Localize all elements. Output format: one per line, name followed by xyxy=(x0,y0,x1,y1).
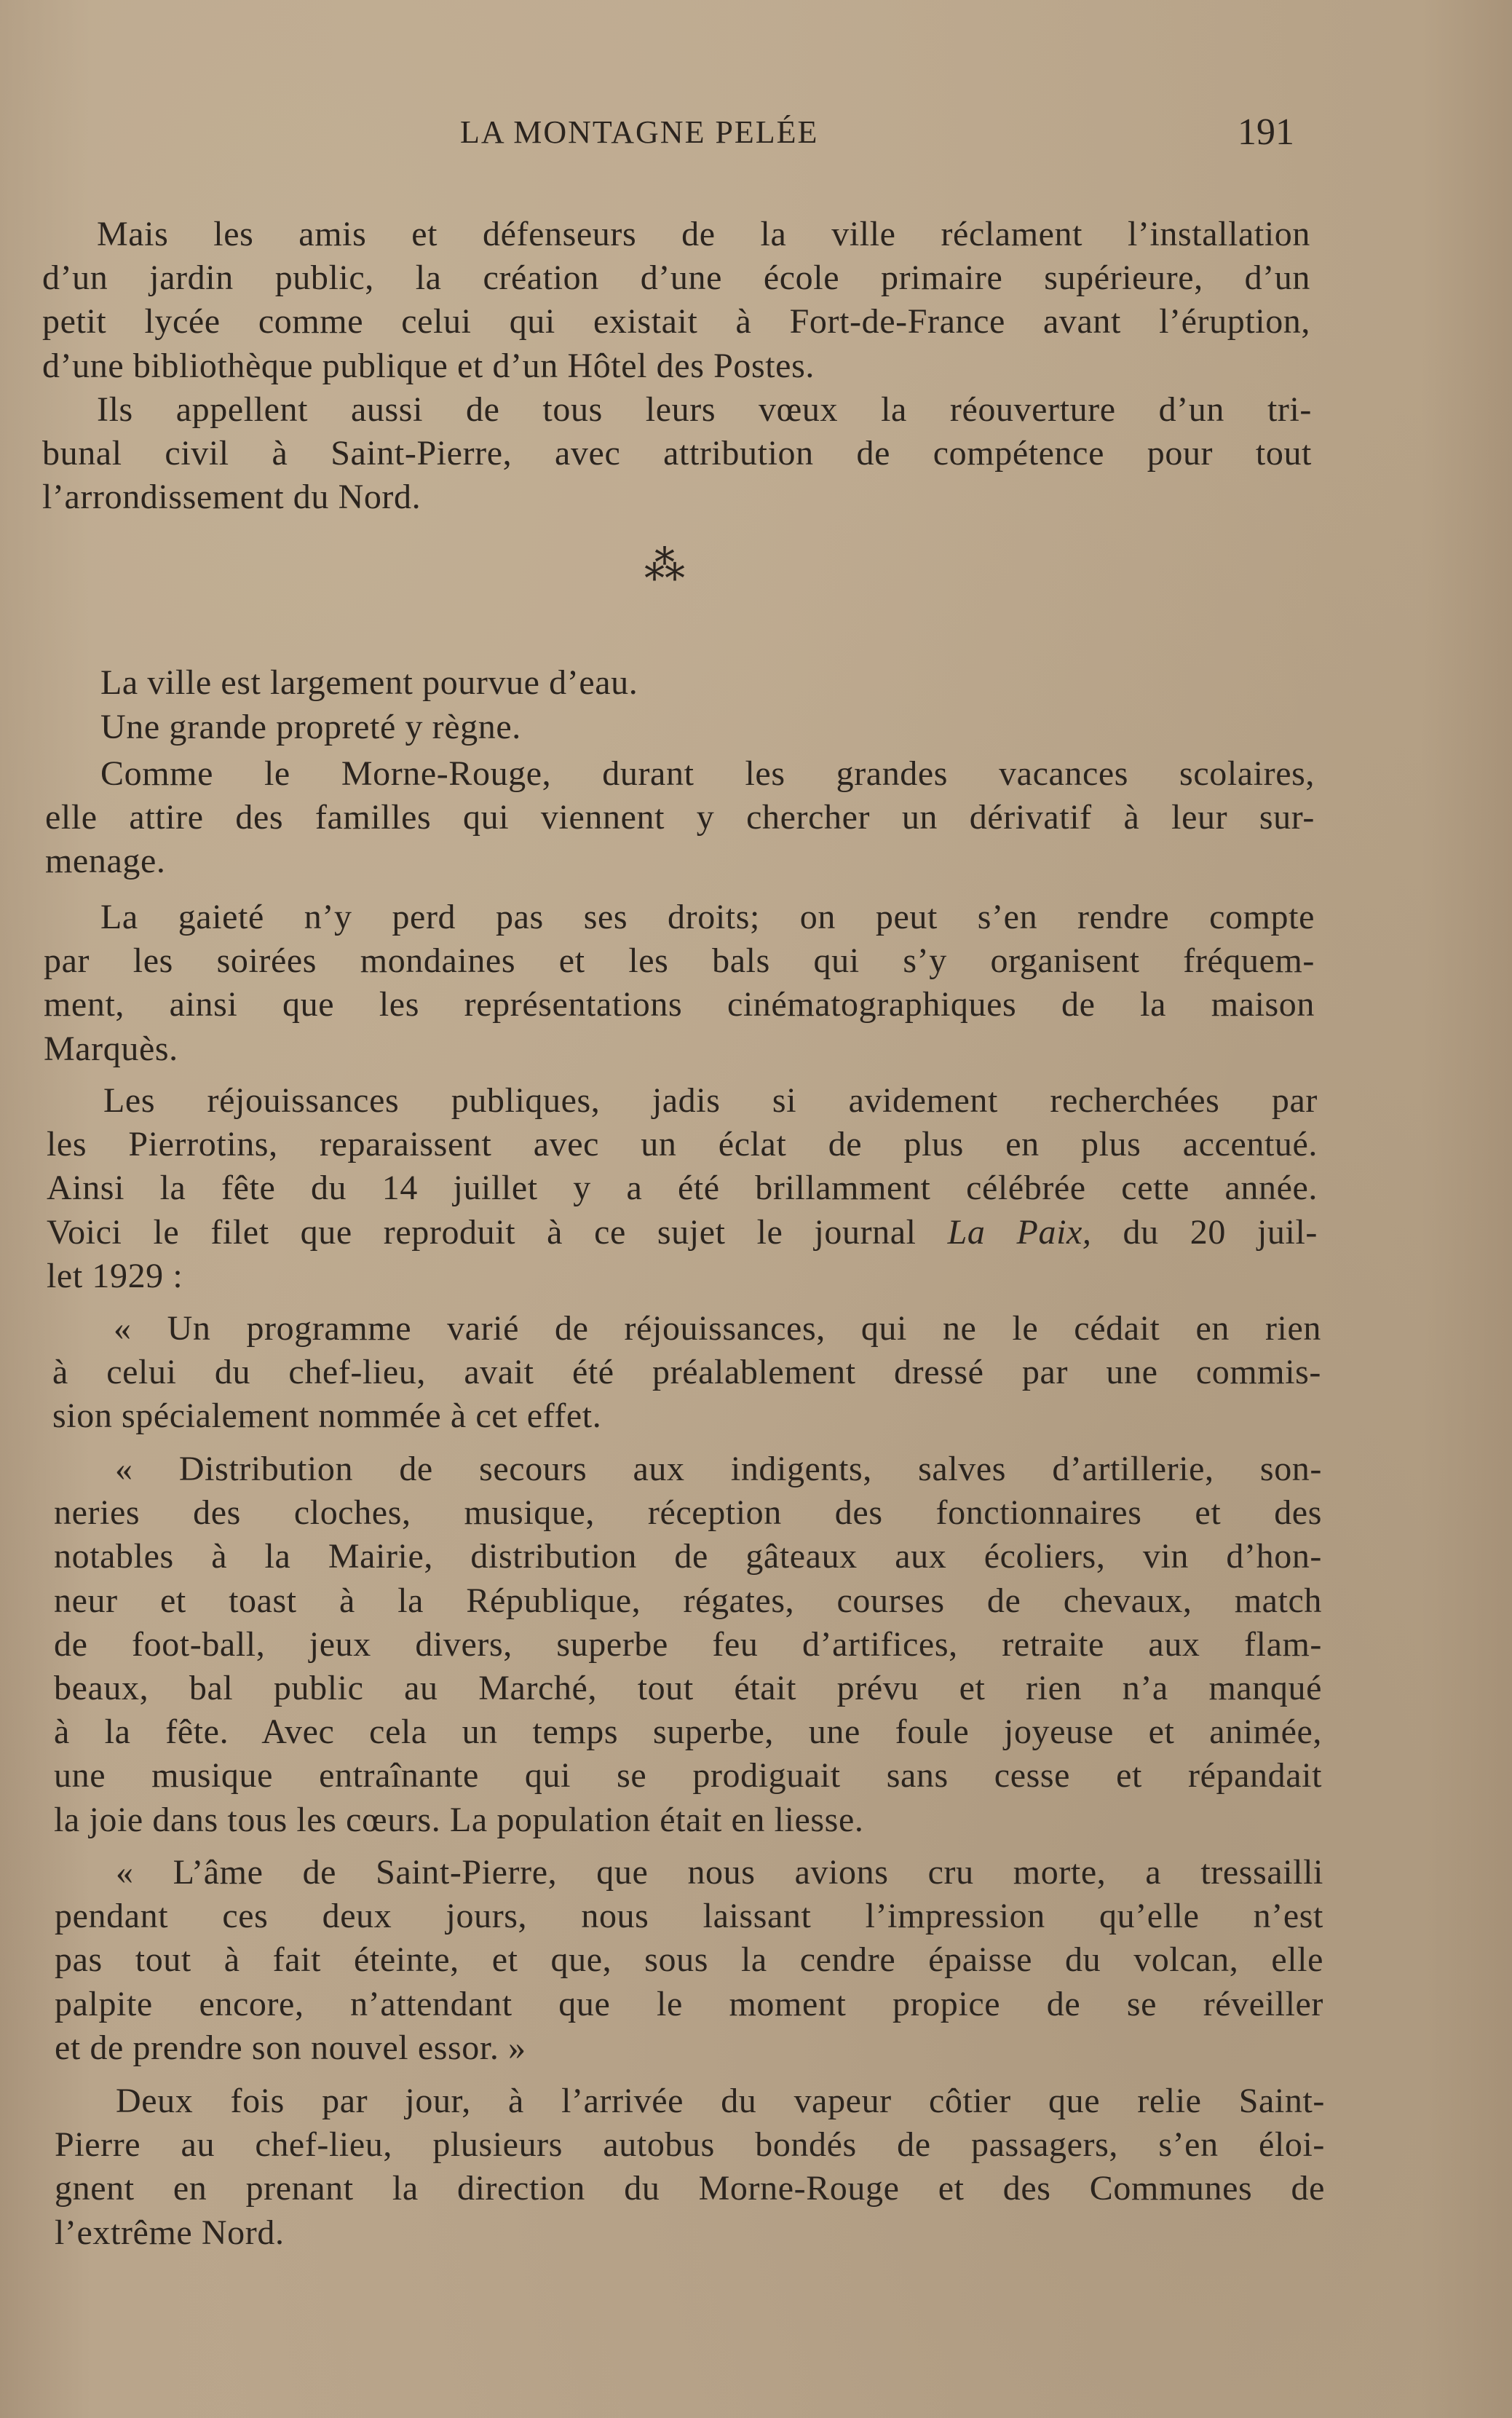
line-text: sion spécialement nommée à cet effet. xyxy=(52,1396,602,1435)
text-line xyxy=(52,1394,1321,1438)
text-line xyxy=(45,796,1315,839)
text-line xyxy=(45,839,1315,883)
text-line xyxy=(97,388,1312,432)
line-text: gnent en prenant la direction du Morne-Rouge et des Communes de xyxy=(55,2169,1325,2208)
line-text: « Un programme varié de réjouissances, qui ne le cédait en rien xyxy=(114,1309,1321,1348)
line-text: l’extrême Nord. xyxy=(55,2213,285,2252)
text-line xyxy=(100,661,1314,705)
line-text: ment, ainsi que les représentations cinématographiques de la maison xyxy=(44,985,1315,1024)
line-text: neries des cloches, musique, réception des fonctionnaires et des xyxy=(54,1493,1322,1532)
line-text: menage. xyxy=(45,842,166,880)
text-line xyxy=(55,1983,1323,2026)
line-text: elle attire des familles qui viennent y chercher un dérivatif à leur sur- xyxy=(45,798,1315,837)
line-text: La gaieté n’y perd pas ses droits; on peut s’en rendre compte xyxy=(100,898,1315,936)
newspaper-title: La Paix, xyxy=(947,1213,1092,1252)
text-line xyxy=(54,1491,1322,1535)
text-line xyxy=(54,1667,1322,1710)
text-line xyxy=(44,939,1315,983)
text-line xyxy=(114,1307,1321,1351)
asterism-separator: ⁂ xyxy=(644,544,685,589)
text-line xyxy=(55,2123,1325,2167)
text-line xyxy=(54,1535,1322,1579)
line-text: par les soirées mondaines et les bals qui s’y organisent fréquem- xyxy=(44,941,1315,980)
line-text: du 20 juil- xyxy=(1091,1213,1318,1252)
running-title: LA MONTAGNE PELÉE xyxy=(460,114,819,150)
text-line xyxy=(115,1447,1322,1491)
line-text: pendant ces deux jours, nous laissant l’impression qu’elle n’est xyxy=(55,1897,1323,1935)
line-text: à celui du chef-lieu, avait été préalablement dressé par une commis- xyxy=(52,1353,1321,1391)
line-text: de foot-ball, jeux divers, superbe feu d’artifices, retraite aux flam- xyxy=(54,1625,1322,1664)
text-line xyxy=(55,2211,1325,2255)
text-line xyxy=(100,896,1315,939)
line-text: Mais les amis et défenseurs de la ville réclament l’installation xyxy=(97,215,1310,253)
line-text: à la fête. Avec cela un temps superbe, une foule joyeuse et animée, xyxy=(54,1712,1322,1751)
text-line xyxy=(54,1623,1322,1667)
text-line xyxy=(54,1579,1322,1623)
line-text: et de prendre son nouvel essor. » xyxy=(55,2028,526,2067)
text-line xyxy=(42,432,1312,475)
text-line xyxy=(47,1255,1318,1298)
line-text: let 1929 : xyxy=(47,1257,183,1295)
text-line xyxy=(55,1938,1323,1982)
line-text: Voici le filet que reproduit à ce sujet le journal xyxy=(47,1213,948,1252)
line-text: une musique entraînante qui se prodiguait sans cesse et répandait xyxy=(54,1756,1322,1795)
line-text: l’arrondissement du Nord. xyxy=(42,478,421,516)
text-line xyxy=(42,300,1310,344)
text-line xyxy=(54,1754,1322,1798)
text-line xyxy=(55,2026,1323,2070)
text-line xyxy=(54,1798,1322,1842)
line-text: Ils appellent aussi de tous leurs vœux la réouverture d’un tri- xyxy=(97,390,1312,429)
text-line xyxy=(54,1710,1322,1754)
line-text: la joie dans tous les cœurs. La population était en liesse. xyxy=(54,1801,864,1839)
line-text: d’une bibliothèque publique et d’un Hôtel des Postes. xyxy=(42,347,815,385)
text-line xyxy=(116,2079,1325,2123)
line-text: petit lycée comme celui qui existait à Fort-de-France avant l’éruption, xyxy=(42,302,1310,341)
line-text: bunal civil à Saint-Pierre, avec attribution de compétence pour tout xyxy=(42,434,1312,473)
page-number: 191 xyxy=(1238,111,1294,153)
text-line xyxy=(103,1079,1318,1123)
line-text: pas tout à fait éteinte, et que, sous la cendre épaisse du volcan, elle xyxy=(55,1940,1323,1979)
text-line xyxy=(47,1123,1318,1166)
line-text: Ainsi la fête du 14 juillet y a été brillamment célébrée cette année. xyxy=(47,1169,1318,1207)
line-text: « Distribution de secours aux indigents, salves d’artillerie, son- xyxy=(115,1450,1322,1488)
text-line xyxy=(42,475,1312,519)
line-text: Marquès. xyxy=(44,1030,178,1068)
line-text: les Pierrotins, reparaissent avec un éclat de plus en plus accentué. xyxy=(47,1125,1318,1163)
line-text: La ville est largement pourvue d’eau. xyxy=(100,663,638,702)
line-text: d’un jardin public, la création d’une école primaire supérieure, d’un xyxy=(42,258,1310,297)
text-line xyxy=(55,1895,1323,1938)
line-text: Comme le Morne-Rouge, durant les grandes vacances scolaires, xyxy=(100,754,1315,793)
line-text: notables à la Mairie, distribution de gâteaux aux écoliers, vin d’hon- xyxy=(54,1537,1322,1576)
text-line xyxy=(55,2167,1325,2210)
text-line xyxy=(97,213,1310,256)
text-line xyxy=(47,1166,1318,1210)
line-text: palpite encore, n’attendant que le moment propice de se réveiller xyxy=(55,1985,1323,2023)
text-line xyxy=(42,256,1310,300)
text-line xyxy=(100,706,1314,749)
text-line xyxy=(47,1211,1318,1255)
line-text: beaux, bal public au Marché, tout était prévu et rien n’a manqué xyxy=(54,1669,1322,1707)
line-text: « L’âme de Saint-Pierre, que nous avions cru morte, a tressailli xyxy=(116,1853,1323,1892)
text-line xyxy=(100,752,1315,796)
text-line xyxy=(52,1351,1321,1394)
text-line xyxy=(116,1851,1323,1895)
text-line xyxy=(44,1027,1315,1071)
line-text: Les réjouissances publiques, jadis si avidement recherchées par xyxy=(103,1081,1318,1120)
text-line xyxy=(42,344,1310,388)
text-line xyxy=(44,983,1315,1027)
line-text: Deux fois par jour, à l’arrivée du vapeur côtier que relie Saint- xyxy=(116,2082,1325,2120)
line-text: neur et toast à la République, régates, courses de chevaux, match xyxy=(54,1581,1322,1620)
line-text: Une grande propreté y règne. xyxy=(100,708,521,746)
line-text: Pierre au chef-lieu, plusieurs autobus bondés de passagers, s’en éloi- xyxy=(55,2125,1325,2164)
